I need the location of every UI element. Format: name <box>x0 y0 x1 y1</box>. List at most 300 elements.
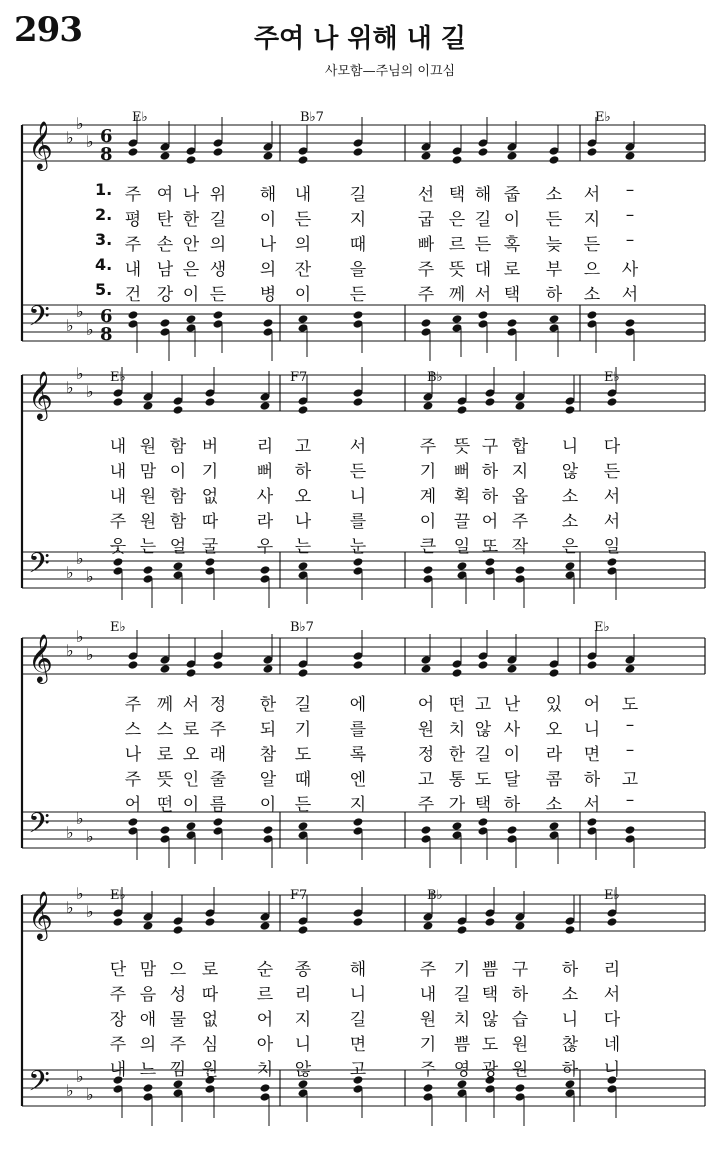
lyric-syllable: 기 <box>453 960 471 980</box>
lyric-syllable: 라 <box>545 745 563 765</box>
lyric-syllable: 의 <box>259 260 277 280</box>
bass-note-head <box>353 817 364 827</box>
treble-note-head <box>263 664 274 674</box>
treble-note-head <box>421 664 432 674</box>
lyric-syllable: 길 <box>349 1010 367 1030</box>
verse-number: 2. <box>95 205 113 224</box>
bass-note-head <box>587 817 598 827</box>
lyric-syllable: 우 <box>256 537 274 557</box>
lyric-syllable: 든 <box>474 235 492 255</box>
lyric-syllable: 리 <box>603 960 621 980</box>
lyric-syllable: 치 <box>256 1060 274 1080</box>
lyric-syllable: 록 <box>349 745 367 765</box>
treble-clef-icon: 𝄞 <box>28 370 53 419</box>
lyric-syllable: 원 <box>139 512 157 532</box>
lyric-syllable: 주 <box>419 1060 437 1080</box>
lyric-syllable: 을 <box>349 260 367 280</box>
lyric-syllable: 든 <box>209 285 227 305</box>
lyric-syllable: 해 <box>349 960 367 980</box>
verse-number: 5. <box>95 280 113 299</box>
lyric-syllable: 소 <box>561 487 579 507</box>
bass-note-head <box>298 1079 309 1089</box>
chord-symbol: B♭7 <box>300 110 324 125</box>
lyric-syllable: 지 <box>583 210 601 230</box>
bass-note-head <box>485 557 496 567</box>
lyric-syllable: 면 <box>349 1035 367 1055</box>
flat-icon: ♭ <box>66 316 74 335</box>
lyric-syllable: 따 <box>201 985 219 1005</box>
lyric-syllable: 로 <box>503 260 521 280</box>
treble-note-head <box>353 147 364 157</box>
lyric-syllable: 소 <box>545 185 563 205</box>
lyric-syllable: 참 <box>259 745 277 765</box>
treble-note-head <box>478 147 489 157</box>
lyric-syllable: 를 <box>349 720 367 740</box>
lyric-syllable: 뻐 <box>256 462 274 482</box>
verse-number: 3. <box>95 230 113 249</box>
verse-number: 4. <box>95 255 113 274</box>
lyric-syllable: 엔 <box>349 770 367 790</box>
treble-note-head <box>353 397 364 407</box>
lyric-syllable: 구 <box>511 960 529 980</box>
treble-note-head <box>213 660 224 670</box>
lyric-syllable: – <box>625 790 635 810</box>
treble-clef-icon: 𝄞 <box>28 633 53 682</box>
lyric-syllable: 원 <box>417 720 435 740</box>
lyric-syllable: 원 <box>511 1035 529 1055</box>
bass-note-head <box>478 817 489 827</box>
lyric-syllable: 름 <box>209 795 227 815</box>
lyric-syllable: 굴 <box>201 537 219 557</box>
lyric-syllable: 기 <box>201 462 219 482</box>
bass-note-head <box>298 821 309 831</box>
lyric-syllable: 옵 <box>511 487 529 507</box>
lyric-syllable: 위 <box>209 185 227 205</box>
lyric-syllable: 리 <box>256 437 274 457</box>
lyric-syllable: 이 <box>503 210 521 230</box>
bass-note-head <box>213 817 224 827</box>
flat-icon: ♭ <box>66 1081 74 1100</box>
treble-note-head <box>113 397 124 407</box>
flat-icon: ♭ <box>76 364 84 383</box>
lyric-syllable: 또 <box>481 537 499 557</box>
treble-note-head <box>186 668 197 678</box>
flat-icon: ♭ <box>86 132 94 151</box>
lyric-syllable: 께 <box>156 695 174 715</box>
lyric-syllable: 습 <box>511 1010 529 1030</box>
flat-icon: ♭ <box>86 320 94 339</box>
lyric-syllable: 순 <box>256 960 274 980</box>
lyric-syllable: 소 <box>561 985 579 1005</box>
treble-note-head <box>485 917 496 927</box>
lyric-syllable: 잔 <box>294 260 312 280</box>
lyric-syllable: 든 <box>294 795 312 815</box>
lyric-syllable: 스 <box>124 720 142 740</box>
treble-note-head <box>263 151 274 161</box>
lyric-syllable: 늦 <box>545 235 563 255</box>
treble-note-head <box>549 155 560 165</box>
lyric-syllable: 평 <box>124 210 142 230</box>
lyric-syllable: 찮 <box>561 1035 579 1055</box>
lyric-syllable: 길 <box>294 695 312 715</box>
lyric-syllable: 하 <box>511 985 529 1005</box>
lyric-syllable: 일 <box>453 537 471 557</box>
lyric-syllable: 하 <box>481 462 499 482</box>
lyric-syllable: 주 <box>109 985 127 1005</box>
lyric-syllable: 도 <box>474 770 492 790</box>
lyric-syllable: 니 <box>561 1010 579 1030</box>
lyric-syllable: 없 <box>201 487 219 507</box>
lyric-syllable: 주 <box>417 795 435 815</box>
lyric-syllable: 성 <box>169 985 187 1005</box>
treble-note-head <box>143 401 154 411</box>
hymn-subtitle: 사모함—주님의 이끄심 <box>324 64 456 79</box>
lyric-syllable: 오 <box>182 745 200 765</box>
bass-note-head <box>549 821 560 831</box>
lyric-syllable: 않 <box>474 720 492 740</box>
bass-note-head <box>160 318 171 328</box>
lyric-syllable: 택 <box>481 985 499 1005</box>
bass-note-head <box>457 1079 468 1089</box>
lyric-syllable: 오 <box>294 487 312 507</box>
lyric-syllable: 로 <box>156 745 174 765</box>
lyric-syllable: 나 <box>182 185 200 205</box>
lyric-syllable: 남 <box>156 260 174 280</box>
lyric-syllable: 서 <box>603 487 621 507</box>
bass-note-head <box>515 1083 526 1093</box>
lyric-syllable: 주 <box>209 720 227 740</box>
bass-note-head <box>173 561 184 571</box>
lyric-syllable: 든 <box>583 235 601 255</box>
lyric-syllable: 주 <box>511 512 529 532</box>
lyric-syllable: 줍 <box>503 185 521 205</box>
bass-clef-icon: 𝄢 <box>28 300 50 340</box>
bass-note-head <box>515 565 526 575</box>
lyric-syllable: 니 <box>561 437 579 457</box>
bass-note-head <box>160 825 171 835</box>
lyric-syllable: 때 <box>349 235 367 255</box>
lyric-syllable: 혹 <box>503 235 521 255</box>
treble-note-head <box>113 917 124 927</box>
lyric-syllable: 달 <box>503 770 521 790</box>
lyric-syllable: 어 <box>124 795 142 815</box>
lyric-syllable: 탄 <box>156 210 174 230</box>
chord-symbol: E♭ <box>595 110 611 125</box>
lyric-syllable: 서 <box>583 185 601 205</box>
lyric-syllable: 라 <box>256 512 274 532</box>
lyric-syllable: 니 <box>583 720 601 740</box>
bass-note-head <box>423 565 434 575</box>
treble-note-head <box>298 405 309 415</box>
lyric-syllable: 눈 <box>349 537 367 557</box>
lyric-syllable: 버 <box>201 437 219 457</box>
bass-note-head <box>143 565 154 575</box>
bass-note-head <box>173 1079 184 1089</box>
lyric-syllable: 정 <box>209 695 227 715</box>
lyric-syllable: 택 <box>503 285 521 305</box>
treble-note-head <box>587 660 598 670</box>
lyric-syllable: 길 <box>474 210 492 230</box>
lyric-syllable: 종 <box>294 960 312 980</box>
lyric-syllable: 은 <box>561 537 579 557</box>
lyric-syllable: 길 <box>474 745 492 765</box>
bass-clef-icon: 𝄢 <box>28 547 50 587</box>
lyric-syllable: 치 <box>448 720 466 740</box>
treble-note-head <box>485 397 496 407</box>
treble-note-head <box>143 921 154 931</box>
bass-note-head <box>353 557 364 567</box>
lyric-syllable: 낌 <box>169 1060 187 1080</box>
treble-note-head <box>128 660 139 670</box>
bass-note-head <box>587 310 598 320</box>
treble-note-head <box>353 917 364 927</box>
lyric-syllable: 오 <box>545 720 563 740</box>
lyric-syllable: 떤 <box>156 795 174 815</box>
treble-note-head <box>298 155 309 165</box>
lyric-syllable: 소 <box>583 285 601 305</box>
lyric-syllable: 하 <box>561 960 579 980</box>
lyric-syllable: 서 <box>603 985 621 1005</box>
lyric-syllable: 손 <box>156 235 174 255</box>
hymn-number: 293 <box>14 10 82 50</box>
lyric-syllable: 부 <box>545 260 563 280</box>
lyric-syllable: 니 <box>294 1035 312 1055</box>
flat-icon: ♭ <box>76 1067 84 1086</box>
lyric-syllable: 지 <box>349 210 367 230</box>
flat-icon: ♭ <box>76 549 84 568</box>
bass-note-head <box>213 310 224 320</box>
lyric-syllable: 되 <box>259 720 277 740</box>
time-signature-bottom: 8 <box>100 144 113 165</box>
treble-note-head <box>353 660 364 670</box>
chord-symbol: B♭ <box>427 888 443 903</box>
treble-note-head <box>298 668 309 678</box>
lyric-syllable: 니 <box>603 1060 621 1080</box>
lyric-syllable: 주 <box>419 960 437 980</box>
lyric-syllable: 서 <box>603 512 621 532</box>
flat-icon: ♭ <box>86 645 94 664</box>
lyric-syllable: 길 <box>453 985 471 1005</box>
flat-icon: ♭ <box>66 563 74 582</box>
bass-note-head <box>565 1079 576 1089</box>
lyric-syllable: 는 <box>139 537 157 557</box>
lyric-syllable: 장 <box>109 1010 127 1030</box>
lyric-syllable: 내 <box>109 437 127 457</box>
bass-note-head <box>205 557 216 567</box>
lyric-syllable: 내 <box>109 1060 127 1080</box>
treble-note-head <box>565 405 576 415</box>
lyric-syllable: 아 <box>256 1035 274 1055</box>
verse-number: 1. <box>95 180 113 199</box>
lyric-syllable: 든 <box>349 462 367 482</box>
lyric-syllable: 주 <box>124 185 142 205</box>
lyric-syllable: 나 <box>124 745 142 765</box>
lyric-syllable: 이 <box>294 285 312 305</box>
treble-clef-icon: 𝄞 <box>28 120 53 169</box>
lyric-syllable: 빠 <box>417 235 435 255</box>
lyric-syllable: 굽 <box>417 210 435 230</box>
lyric-syllable: 사 <box>503 720 521 740</box>
lyric-syllable: 니 <box>349 487 367 507</box>
lyric-syllable: 지 <box>349 795 367 815</box>
bass-note-head <box>507 318 518 328</box>
lyric-syllable: 이 <box>419 512 437 532</box>
lyric-syllable: 이 <box>182 285 200 305</box>
lyric-syllable: 맘 <box>139 960 157 980</box>
lyric-syllable: 든 <box>545 210 563 230</box>
lyric-syllable: 로 <box>201 960 219 980</box>
time-signature-bottom: 8 <box>100 324 113 345</box>
lyric-syllable: 으 <box>169 960 187 980</box>
lyric-syllable: 끌 <box>453 512 471 532</box>
lyric-syllable: 르 <box>448 235 466 255</box>
lyric-syllable: – <box>625 230 635 250</box>
lyric-syllable: 이 <box>182 795 200 815</box>
lyric-syllable: 난 <box>503 695 521 715</box>
lyric-syllable: 어 <box>583 695 601 715</box>
bass-note-head <box>298 561 309 571</box>
time-signature-top: 6 <box>100 126 113 147</box>
lyric-syllable: 주 <box>419 437 437 457</box>
lyric-syllable: 이 <box>259 210 277 230</box>
lyric-syllable: 도 <box>621 695 639 715</box>
chord-symbol: E♭ <box>604 888 620 903</box>
lyric-syllable: 께 <box>448 285 466 305</box>
treble-note-head <box>452 668 463 678</box>
flat-icon: ♭ <box>76 114 84 133</box>
lyric-syllable: 주 <box>417 285 435 305</box>
lyric-syllable: 물 <box>169 1010 187 1030</box>
lyric-syllable: 고 <box>294 437 312 457</box>
bass-note-head <box>423 1083 434 1093</box>
bass-note-head <box>421 318 432 328</box>
lyric-syllable: 네 <box>603 1035 621 1055</box>
lyric-syllable: 없 <box>201 1010 219 1030</box>
chord-symbol: E♭ <box>110 370 126 385</box>
lyric-syllable: 은 <box>182 260 200 280</box>
hymn-title: 주여 나 위해 내 길 <box>253 24 467 54</box>
lyric-syllable: 줄 <box>209 770 227 790</box>
lyric-syllable: 여 <box>156 185 174 205</box>
lyric-syllable: 내 <box>294 185 312 205</box>
lyric-syllable: 다 <box>603 1010 621 1030</box>
chord-symbol: E♭ <box>110 620 126 635</box>
bass-note-head <box>298 314 309 324</box>
treble-note-head <box>260 401 271 411</box>
chord-symbol: E♭ <box>594 620 610 635</box>
lyric-syllable: 택 <box>448 185 466 205</box>
lyric-syllable: 원 <box>201 1060 219 1080</box>
bass-clef-icon: 𝄢 <box>28 807 50 847</box>
treble-note-head <box>515 401 526 411</box>
treble-note-head <box>607 917 618 927</box>
lyric-syllable: 통 <box>448 770 466 790</box>
bass-note-head <box>263 825 274 835</box>
treble-note-head <box>205 917 216 927</box>
flat-icon: ♭ <box>86 567 94 586</box>
bass-note-head <box>128 817 139 827</box>
treble-note-head <box>128 147 139 157</box>
chord-symbol: E♭ <box>604 370 620 385</box>
lyric-syllable: 주 <box>124 695 142 715</box>
lyric-syllable: 이 <box>169 462 187 482</box>
bass-note-head <box>549 314 560 324</box>
lyric-syllable: 뜻 <box>448 260 466 280</box>
lyric-syllable: 광 <box>481 1060 499 1080</box>
bass-note-head <box>421 825 432 835</box>
treble-note-head <box>213 147 224 157</box>
lyric-syllable: 든 <box>349 285 367 305</box>
lyric-syllable: 쁨 <box>453 1035 471 1055</box>
lyric-syllable: 알 <box>259 770 277 790</box>
bass-note-head <box>607 557 618 567</box>
lyric-syllable: 도 <box>294 745 312 765</box>
lyric-syllable: – <box>625 180 635 200</box>
treble-note-head <box>173 925 184 935</box>
lyric-syllable: 스 <box>156 720 174 740</box>
lyric-syllable: – <box>625 740 635 760</box>
lyric-syllable: 나 <box>259 235 277 255</box>
lyric-syllable: 해 <box>474 185 492 205</box>
lyric-syllable: 인 <box>182 770 200 790</box>
lyric-syllable: 주 <box>169 1035 187 1055</box>
bass-note-head <box>457 561 468 571</box>
lyric-syllable: 생 <box>209 260 227 280</box>
lyric-syllable: 음 <box>139 985 157 1005</box>
lyric-syllable: 함 <box>169 487 187 507</box>
treble-note-head <box>478 660 489 670</box>
lyric-syllable: 하 <box>545 285 563 305</box>
lyric-syllable: 르 <box>256 985 274 1005</box>
lyric-syllable: 어 <box>481 512 499 532</box>
bass-note-head <box>625 825 636 835</box>
lyric-syllable: 한 <box>259 695 277 715</box>
lyric-syllable: 주 <box>109 1035 127 1055</box>
lyric-syllable: 고 <box>474 695 492 715</box>
lyric-syllable: 고 <box>417 770 435 790</box>
lyric-syllable: 의 <box>209 235 227 255</box>
lyric-syllable: 으 <box>583 260 601 280</box>
lyric-syllable: 하 <box>503 795 521 815</box>
bass-note-head <box>507 825 518 835</box>
lyric-syllable: 한 <box>448 745 466 765</box>
lyric-syllable: 하 <box>583 770 601 790</box>
lyric-syllable: 느 <box>139 1060 157 1080</box>
lyric-syllable: 길 <box>209 210 227 230</box>
lyric-syllable: 사 <box>256 487 274 507</box>
lyric-syllable: 대 <box>474 260 492 280</box>
lyric-syllable: 서 <box>583 795 601 815</box>
lyric-syllable: 하 <box>294 462 312 482</box>
lyric-syllable: 든 <box>294 210 312 230</box>
chord-symbol: F7 <box>290 888 308 903</box>
lyric-syllable: 기 <box>419 462 437 482</box>
lyric-syllable: 니 <box>349 985 367 1005</box>
lyric-syllable: – <box>625 205 635 225</box>
lyric-syllable: 뜻 <box>453 437 471 457</box>
lyric-syllable: 이 <box>503 745 521 765</box>
chord-symbol: B♭7 <box>290 620 314 635</box>
lyric-syllable: 일 <box>603 537 621 557</box>
lyric-syllable: 계 <box>419 487 437 507</box>
lyric-syllable: 기 <box>294 720 312 740</box>
treble-note-head <box>260 921 271 931</box>
chord-symbol: B♭ <box>427 370 443 385</box>
lyric-syllable: 든 <box>603 462 621 482</box>
lyric-syllable: 는 <box>294 537 312 557</box>
treble-note-head <box>587 147 598 157</box>
lyric-syllable: 병 <box>259 285 277 305</box>
